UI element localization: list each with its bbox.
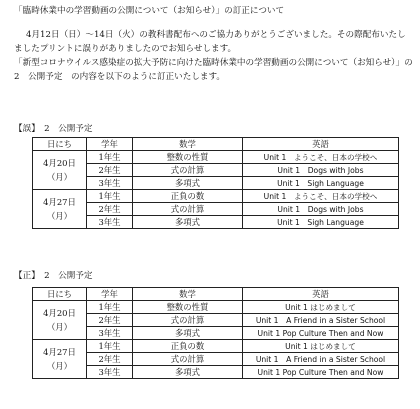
weekday-text: （月） — [46, 211, 73, 221]
body-paragraph-line: 4月12日（日）～14日（火）の教科書配布へのご協力ありがとうございました。その際配布いたし — [26, 30, 406, 40]
table-row — [33, 314, 399, 327]
date-cell — [33, 340, 87, 379]
math-cell: 多項式 — [133, 216, 243, 229]
header-date: 日にち — [33, 138, 87, 151]
grade-cell: 3年生 — [87, 177, 133, 190]
header-date: 日にち — [33, 288, 87, 301]
grade-cell: 3年生 — [87, 327, 133, 340]
math-cell: 多項式 — [133, 366, 243, 379]
english-cell: Unit 1 ようこそ、日本の学校へ — [243, 151, 399, 164]
table-row — [33, 190, 399, 203]
english-cell: Unit 1 はじめまして — [243, 340, 399, 353]
grade-cell: 2年生 — [87, 164, 133, 177]
header-english: 英語 — [243, 288, 399, 301]
table-row — [33, 203, 399, 216]
table-row — [33, 216, 399, 229]
notice-title: 「臨時休業中の学習動画の公開について（お知らせ）」の訂正について — [14, 6, 285, 16]
weekday-text: （月） — [46, 172, 73, 182]
math-cell: 多項式 — [133, 177, 243, 190]
header-english: 英語 — [243, 138, 399, 151]
date-text: 4月27日 — [43, 197, 76, 207]
english-cell: Unit 1 Sigh Language — [243, 177, 399, 190]
body-paragraph-line: 「新型コロナウイルス感染症の拡大予防に向けた臨時休業中の学習動画の公開について（お知らせ）」の — [14, 58, 413, 68]
grade-cell: 2年生 — [87, 353, 133, 366]
table-row — [33, 301, 399, 314]
math-cell: 式の計算 — [133, 164, 243, 177]
math-cell: 正負の数 — [133, 190, 243, 203]
english-cell: Unit 1 ようこそ、日本の学校へ — [243, 190, 399, 203]
wrong-schedule-table — [32, 137, 399, 229]
date-cell — [33, 190, 87, 229]
body-paragraph-line: 2 公開予定 の内容を以下のように訂正いたします。 — [14, 72, 226, 82]
body-paragraph-line: ましたプリントに誤りがありましたのでお知らせします。 — [14, 44, 237, 54]
english-cell: Unit 1 Dogs with Jobs — [243, 164, 399, 177]
english-cell: Unit 1 はじめまして — [243, 301, 399, 314]
table-row — [33, 353, 399, 366]
grade-cell: 1年生 — [87, 340, 133, 353]
header-grade: 学年 — [87, 288, 133, 301]
grade-cell: 1年生 — [87, 151, 133, 164]
date-cell — [33, 151, 87, 190]
date-text: 4月20日 — [43, 158, 76, 168]
table-row — [33, 366, 399, 379]
grade-cell: 2年生 — [87, 314, 133, 327]
english-cell: Unit 1 Pop Culture Then and Now — [243, 366, 399, 379]
correct-schedule-table — [32, 287, 399, 379]
english-cell: Unit 1 Sigh Language — [243, 216, 399, 229]
grade-cell: 2年生 — [87, 203, 133, 216]
math-cell: 式の計算 — [133, 353, 243, 366]
table-row — [33, 327, 399, 340]
english-cell: Unit 1 Pop Culture Then and Now — [243, 327, 399, 340]
math-cell: 正負の数 — [133, 340, 243, 353]
date-text: 4月27日 — [43, 347, 76, 357]
table-header-row — [33, 288, 399, 301]
math-cell: 整数の性質 — [133, 301, 243, 314]
correct-section-label: 【正】 2 公開予定 — [14, 271, 93, 281]
grade-cell: 1年生 — [87, 190, 133, 203]
table-row — [33, 340, 399, 353]
english-cell: Unit 1 A Friend in a Sister School — [243, 314, 399, 327]
header-grade: 学年 — [87, 138, 133, 151]
weekday-text: （月） — [46, 322, 73, 332]
math-cell: 式の計算 — [133, 203, 243, 216]
grade-cell: 3年生 — [87, 216, 133, 229]
table-row — [33, 177, 399, 190]
english-cell: Unit 1 A Friend in a Sister School — [243, 353, 399, 366]
weekday-text: （月） — [46, 361, 73, 371]
grade-cell: 3年生 — [87, 366, 133, 379]
math-cell: 式の計算 — [133, 314, 243, 327]
grade-cell: 1年生 — [87, 301, 133, 314]
math-cell: 整数の性質 — [133, 151, 243, 164]
header-math: 数学 — [133, 138, 243, 151]
table-row — [33, 164, 399, 177]
table-row — [33, 151, 399, 164]
table-header-row — [33, 138, 399, 151]
date-cell — [33, 301, 87, 340]
date-text: 4月20日 — [43, 308, 76, 318]
math-cell: 多項式 — [133, 327, 243, 340]
english-cell: Unit 1 Dogs with Jobs — [243, 203, 399, 216]
wrong-section-label: 【誤】 2 公開予定 — [14, 124, 93, 134]
header-math: 数学 — [133, 288, 243, 301]
